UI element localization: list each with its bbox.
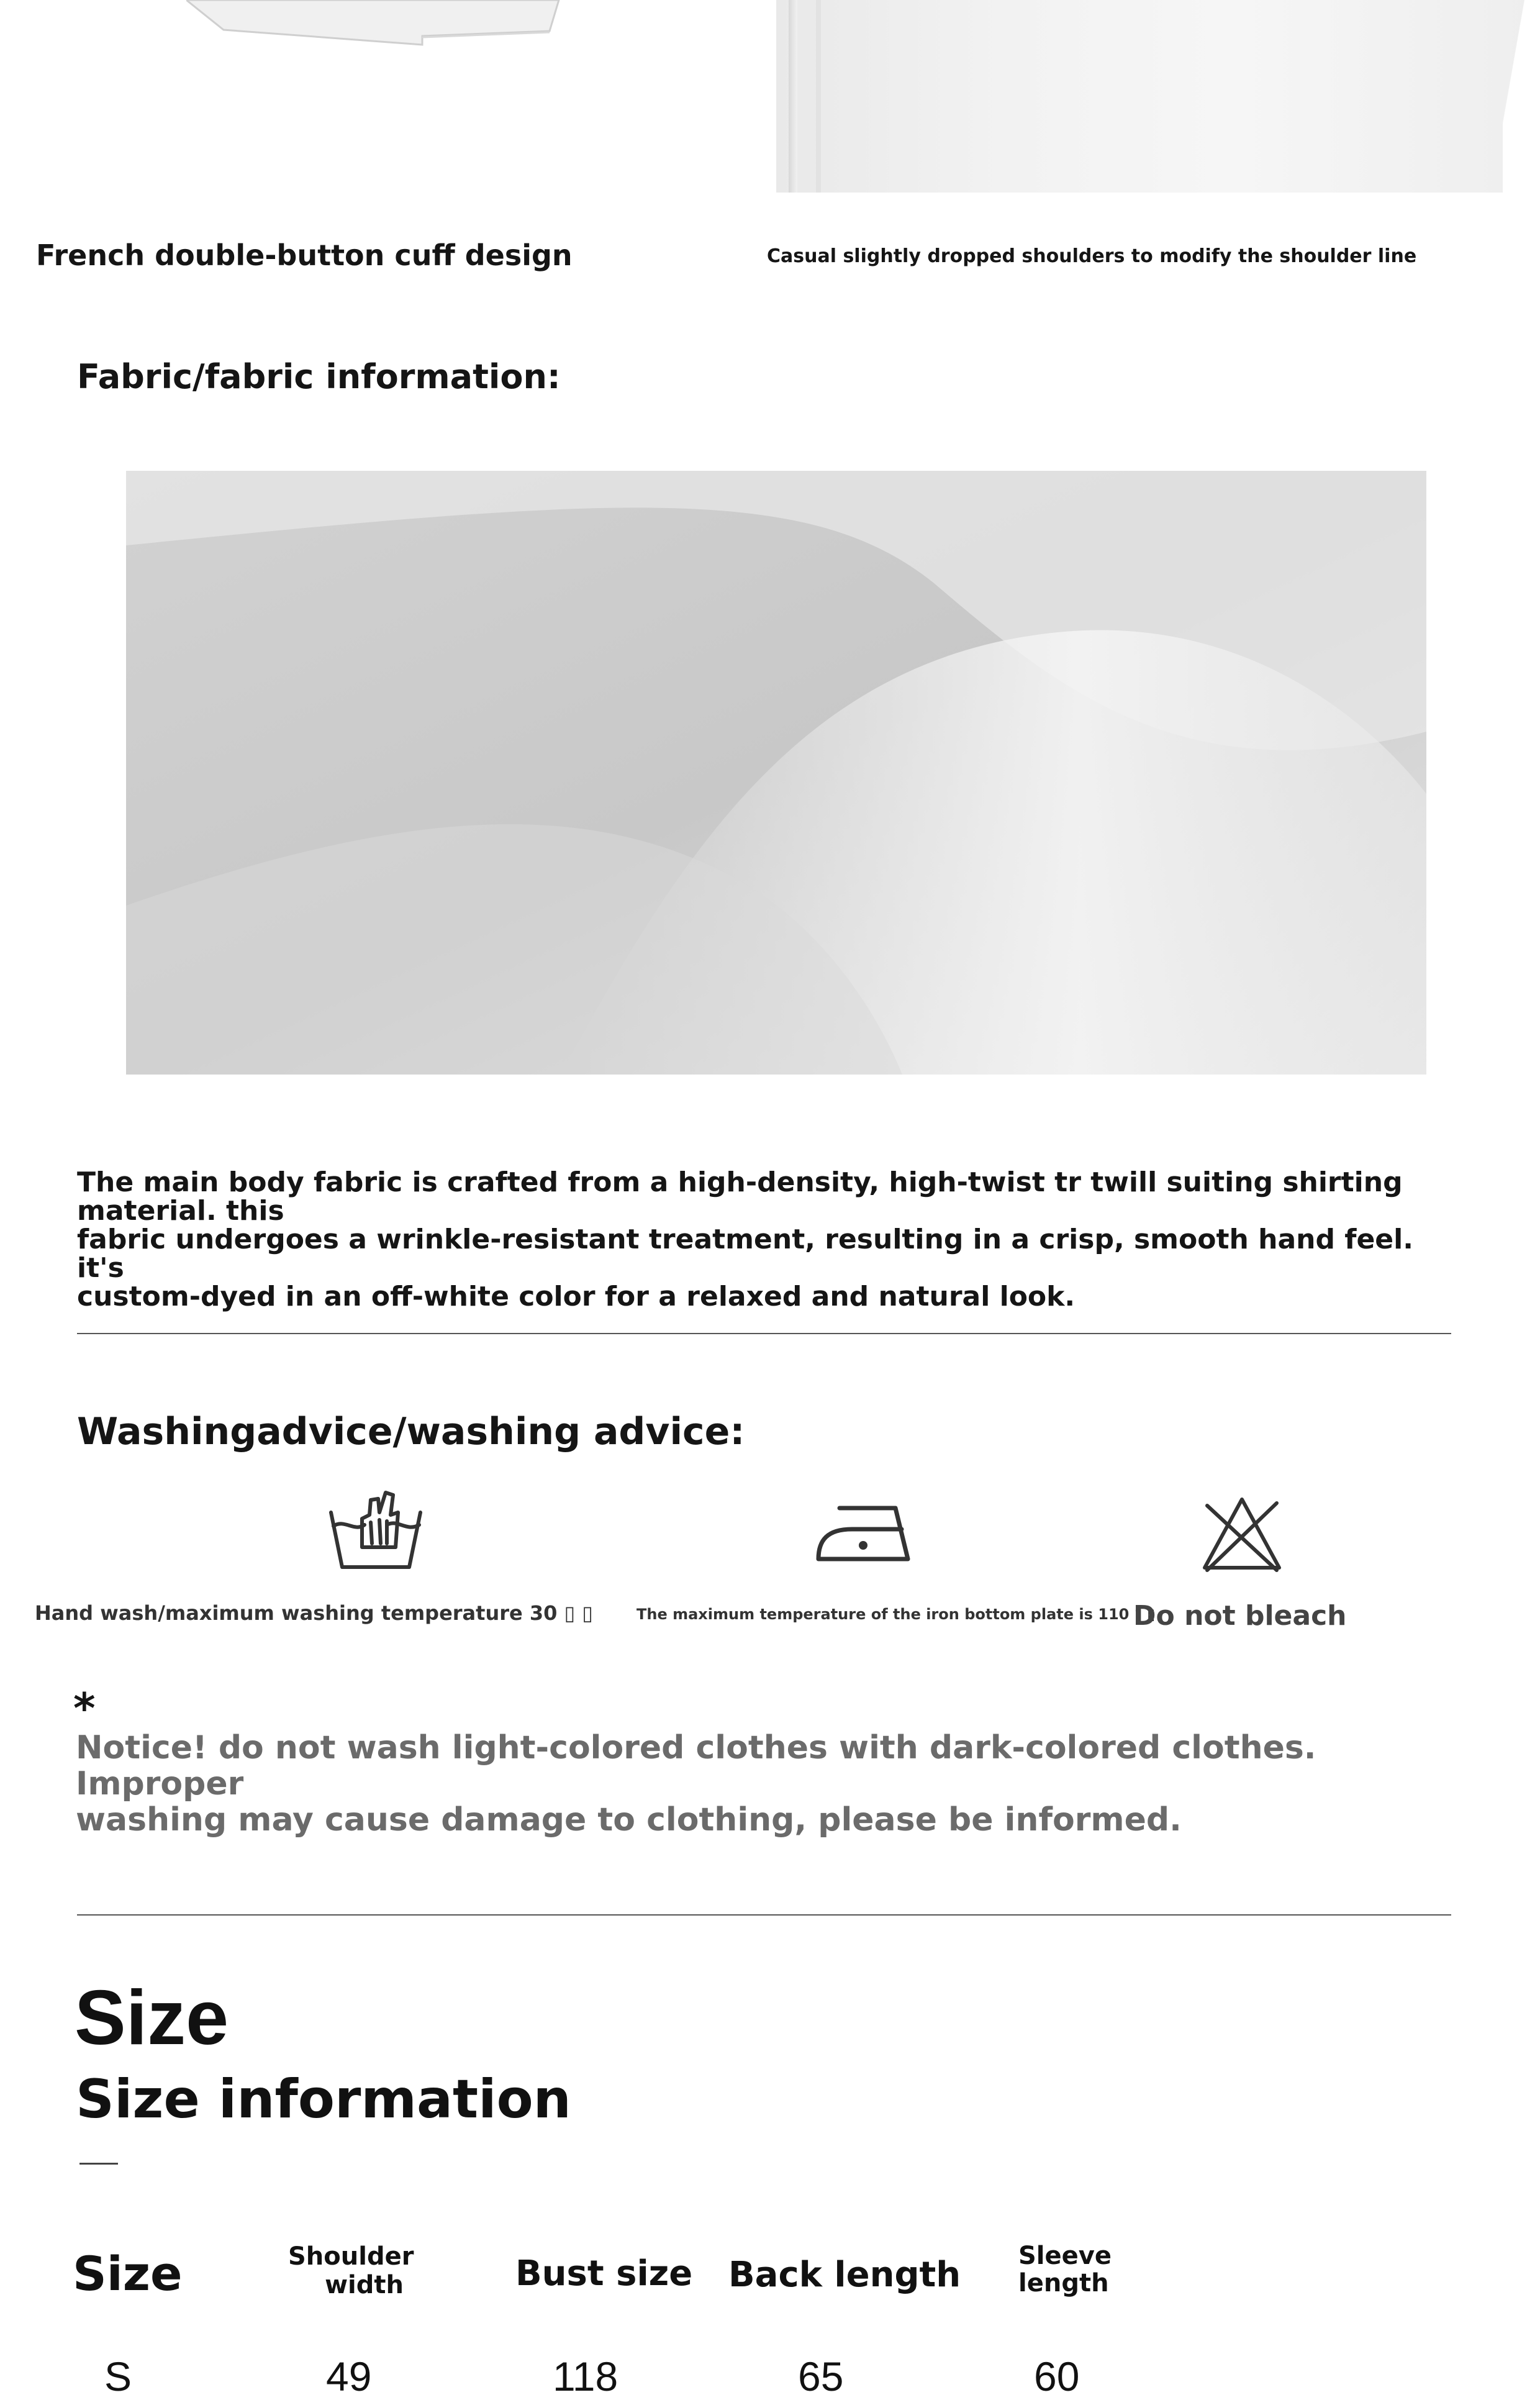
short-dash xyxy=(79,2163,118,2165)
fabric-heading: Fabric/fabric information: xyxy=(77,357,561,396)
header-line: length xyxy=(1018,2269,1109,2298)
back-length-column-header: Back length xyxy=(728,2255,961,2295)
size-column-header: Size xyxy=(73,2246,183,2301)
fabric-description-line: fabric undergoes a wrinkle-resistant treatment, resulting in a crisp, smooth hand feel. it's xyxy=(77,1224,1413,1284)
hand-wash-label: Hand wash/maximum washing temperature 30 ▯ ▯ xyxy=(35,1601,593,1625)
washing-notice xyxy=(76,1730,1417,1838)
table-cell-shoulder-width: 49 xyxy=(326,2353,372,2399)
divider xyxy=(77,1914,1451,1916)
fabric-description xyxy=(77,1168,1468,1311)
iron-label: The maximum temperature of the iron bottom plate is 110 ° ▯ xyxy=(636,1606,1156,1623)
shoulder-photo xyxy=(776,0,1540,193)
header-line: Shoulder xyxy=(288,2242,414,2271)
no-bleach-label: Do not bleach xyxy=(1133,1600,1347,1632)
notice-asterisk: * xyxy=(73,1684,96,1734)
sleeve-length-column-header xyxy=(1018,2242,1112,2298)
fabric-photo xyxy=(126,471,1426,1075)
shoulder-width-column-header xyxy=(288,2242,414,2299)
table-cell-back-length: 65 xyxy=(798,2353,844,2399)
size-subtitle: Size information xyxy=(76,2068,571,2130)
fabric-description-line: custom-dyed in an off-white color for a relaxed and natural look. xyxy=(77,1281,1076,1312)
size-title: Size xyxy=(75,1975,229,2061)
shoulder-caption: Casual slightly dropped shoulders to modify the shoulder line xyxy=(767,245,1417,267)
table-cell-bust: 118 xyxy=(553,2353,618,2399)
washing-notice-line: washing may cause damage to clothing, please be informed. xyxy=(76,1801,1182,1839)
header-line: Sleeve xyxy=(1018,2242,1112,2270)
iron-icon xyxy=(815,1497,914,1584)
hand-wash-icon xyxy=(326,1488,425,1575)
no-bleach-icon xyxy=(1198,1491,1298,1578)
cuff-photo xyxy=(186,0,571,50)
washing-heading: Washingadvice/washing advice: xyxy=(77,1410,745,1453)
washing-notice-line: Notice! do not wash light-colored clothes with dark-colored clothes. Improper xyxy=(76,1729,1316,1802)
table-cell-sleeve-length: 60 xyxy=(1034,2353,1080,2399)
divider xyxy=(77,1333,1451,1334)
table-cell-size: S xyxy=(104,2353,132,2399)
fabric-description-line: The main body fabric is crafted from a high-density, high-twist tr twill suiting shirting material. this xyxy=(77,1166,1403,1227)
bust-size-column-header: Bust size xyxy=(515,2253,693,2294)
cuff-caption: French double-button cuff design xyxy=(36,239,573,272)
header-line: width xyxy=(325,2271,404,2299)
